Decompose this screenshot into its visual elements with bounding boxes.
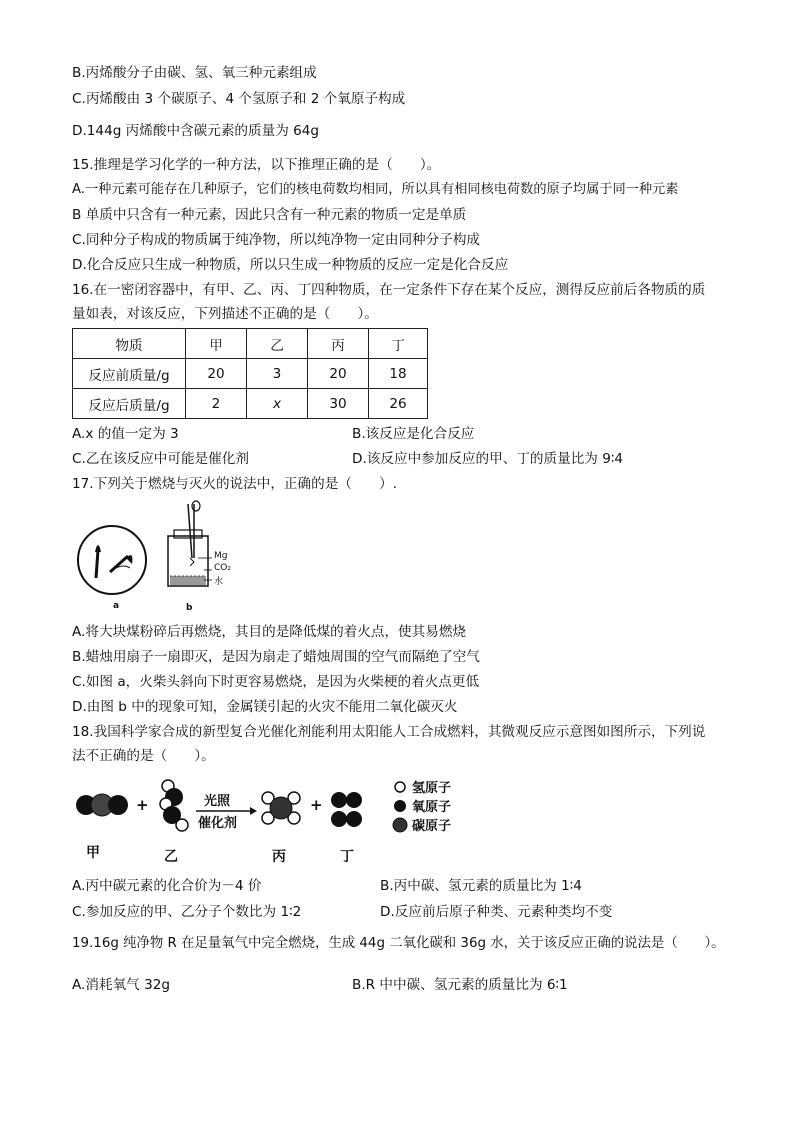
- q18-stem-line1: 18.我国科学家合成的新型复合光催化剂能利用太阳能人工合成燃料，其微观反应示意图如图所示，下列说: [72, 724, 706, 740]
- legend-carbon: 碳原子: [412, 819, 452, 834]
- plus-sign: +: [310, 796, 323, 814]
- table-row: [73, 359, 428, 389]
- q18-option-c: C.参加反应的甲、乙分子个数比为 1∶2: [72, 904, 302, 920]
- q16-stem-line1: 16.在一密闭容器中，有甲、乙、丙、丁四种物质，在一定条件下存在某个反应，测得反应前后各物质的质: [72, 282, 706, 298]
- q16-stem-line2: 量如表，对该反应，下列描述不正确的是（ ）。: [72, 306, 378, 322]
- q16-option-a: A.x 的值一定为 3: [72, 426, 179, 442]
- q15-stem: 15.推理是学习化学的一种方法，以下推理正确的是（ ）。: [72, 157, 441, 173]
- q16-option-d: D.该反应中参加反应的甲、丁的质量比为 9∶4: [352, 451, 624, 467]
- q17-option-c: C.如图 a，火柴头斜向下时更容易燃烧，是因为火柴梗的着火点更低: [72, 674, 480, 690]
- table-cell: 反应后质量/g: [73, 389, 186, 419]
- table-row: [73, 389, 428, 419]
- plus-sign: +: [136, 796, 149, 814]
- label-water: 水: [214, 577, 224, 587]
- label-mg: Mg: [214, 551, 228, 561]
- table-header-cell: 物质: [73, 329, 186, 359]
- table-cell: 20: [186, 359, 247, 389]
- figure-b-jar: [160, 500, 220, 600]
- q18-option-d: D.反应前后原子种类、元素种类均不变: [380, 904, 613, 920]
- condition-light: 光照: [204, 794, 231, 809]
- q18-option-a: A.丙中碳元素的化合价为－4 价: [72, 878, 262, 894]
- q17-option-b: B.蜡烛用扇子一扇即灭，是因为扇走了蜡烛周围的空气而隔绝了空气: [72, 649, 480, 665]
- table-header-row: [73, 329, 428, 359]
- figure-a-match: [74, 520, 154, 600]
- q14-option-c: C.丙烯酸由 3 个碳原子、4 个氢原子和 2 个氧原子构成: [72, 91, 406, 107]
- q16-option-c: C.乙在该反应中可能是催化剂: [72, 451, 249, 467]
- q18-option-b: B.丙中碳、氢元素的质量比为 1∶4: [380, 878, 582, 894]
- table-cell: 3: [247, 359, 308, 389]
- table-header-cell: 丁: [369, 329, 428, 359]
- table-cell: 2: [186, 389, 247, 419]
- q17-option-a: A.将大块煤粉碎后再燃烧，其目的是降低煤的着火点，使其易燃烧: [72, 624, 467, 640]
- q17-option-d: D.由图 b 中的现象可知，金属镁引起的火灾不能用二氧化碳灭火: [72, 699, 458, 715]
- q15-option-d: D.化合反应只生成一种物质，所以只生成一种物质的反应一定是化合反应: [72, 257, 509, 273]
- q18-stem-line2: 法不正确的是（ ）。: [72, 748, 215, 764]
- molecule-jia: [74, 792, 130, 818]
- label-yi: 乙: [164, 849, 178, 865]
- label-ding: 丁: [340, 849, 354, 865]
- table-cell: 反应前质量/g: [73, 359, 186, 389]
- label-jia: 甲: [86, 845, 100, 861]
- table-header-cell: 丙: [308, 329, 369, 359]
- table-cell: 18: [369, 359, 428, 389]
- label-co2: CO₂: [214, 563, 231, 573]
- table-header-cell: 甲: [186, 329, 247, 359]
- legend-icons: [392, 778, 408, 834]
- q19-option-a: A.消耗氧气 32g: [72, 977, 171, 993]
- q19-stem: 19.16g 纯净物 R 在足量氧气中完全燃烧，生成 44g 二氧化碳和 36g 水，关于该反应正确的说法是（ ）。: [72, 936, 725, 951]
- q15-option-c: C.同种分子构成的物质属于纯净物，所以纯净物一定由同种分子构成: [72, 232, 481, 248]
- q19-option-b: B.R 中中碳、氢元素的质量比为 6∶1: [352, 977, 568, 993]
- q14-option-d: D.144g 丙烯酸中含碳元素的质量为 64g: [72, 123, 320, 139]
- molecule-ding: [330, 790, 364, 830]
- table-cell: 26: [369, 389, 428, 419]
- molecule-yi: [154, 777, 194, 833]
- table-cell: 30: [308, 389, 369, 419]
- molecule-bing: [258, 788, 304, 830]
- legend-hydrogen: 氢原子: [412, 781, 452, 796]
- mass-table: [72, 328, 428, 419]
- figure-a-label: a: [113, 601, 120, 611]
- table-cell: x: [247, 389, 308, 419]
- legend-oxygen: 氧原子: [412, 800, 452, 815]
- table-header-cell: 乙: [247, 329, 308, 359]
- q16-option-b: B.该反应是化合反应: [352, 426, 475, 442]
- figure-b-label: b: [186, 603, 193, 613]
- q14-option-b: B.丙烯酸分子由碳、氢、氧三种元素组成: [72, 65, 317, 81]
- q15-option-b: B 单质中只含有一种元素，因此只含有一种元素的物质一定是单质: [72, 207, 467, 223]
- condition-catalyst: 催化剂: [198, 816, 238, 831]
- q17-stem: 17.下列关于燃烧与灭火的说法中，正确的是（ ）.: [72, 476, 398, 492]
- table-cell: 20: [308, 359, 369, 389]
- label-bing: 丙: [272, 849, 286, 865]
- q15-option-a: A.一种元素可能存在几种原子，它们的核电荷数均相同，所以具有相同核电荷数的原子均属于同一种元素: [72, 182, 679, 197]
